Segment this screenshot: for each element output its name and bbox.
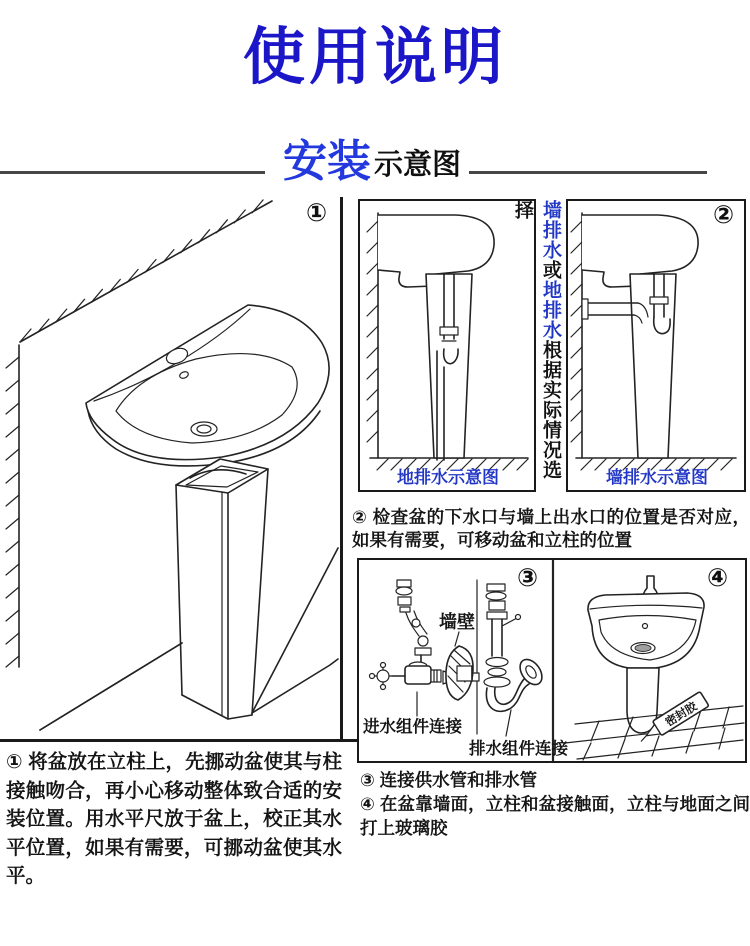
wall-drain-caption: 墙排水示意图: [606, 468, 708, 487]
header-rule-right: [469, 171, 707, 174]
panel34-box: [357, 558, 747, 763]
panel34-drawing: [359, 560, 745, 761]
panel1-marker: ①: [306, 199, 328, 227]
step4-text: ④ 在盆靠墙面，立柱和盆接触面，立柱与地面之间打上玻璃胶: [360, 794, 750, 838]
step2-text: ② 检查盆的下水口与墙上出水口的位置是否对应，如果有需要，可移动盆和立柱的位置: [352, 507, 750, 550]
note-rest: 根据实际情况选择: [512, 200, 561, 480]
header-rule-left: [0, 171, 265, 174]
wall-drain-drawing: [568, 201, 744, 490]
wall-section-drawing: [446, 632, 473, 700]
panel1-basin-pedestal-drawing: [0, 197, 340, 741]
wall-hatching: [571, 221, 582, 442]
floor-drain-drawing: [360, 201, 534, 490]
panel2-marker: ②: [713, 201, 735, 229]
step3-text: ③ 连接供水管和排水管: [360, 770, 538, 790]
step1-text: ① 将盆放在立柱上，先挪动盆使其与柱接触吻合，再小心移动整体致合适的安装位置。用水平尺放于盆上，校正其水平位置，如果有需要，可挪动盆使其水平。: [6, 751, 342, 887]
wall-label: 墙壁: [439, 612, 475, 632]
steps34-text: [360, 768, 750, 840]
section-title-rest: 示意图: [374, 149, 462, 181]
pedestal-column: [176, 459, 268, 719]
column-divider: [340, 197, 343, 741]
note-floor-drain: 地排水: [540, 280, 561, 340]
panel3-marker: ③: [517, 564, 539, 592]
page-title: 使用说明: [242, 23, 507, 92]
section-title-accent: 安装: [283, 137, 371, 186]
inlet-label: 进水组件连接: [363, 718, 462, 736]
pedestal-profile: [426, 274, 472, 458]
note-wall-drain: 墙排水: [540, 200, 561, 260]
section-header: [283, 137, 462, 186]
drain-label: 排水组件连接: [469, 740, 568, 758]
basin-isometric: [86, 305, 329, 466]
wall-hatching: [367, 221, 378, 442]
panel2-wall-drain-box: [566, 199, 746, 492]
panel4-marker: ④: [707, 564, 729, 592]
sealant-label: 密封胶: [663, 700, 700, 730]
panel2-floor-drain-box: [358, 199, 536, 492]
note-or: 或: [540, 260, 561, 280]
drain-choice-note: [512, 200, 564, 492]
drain-assembly-drawing: [484, 584, 546, 736]
floor-drain-caption: 地排水示意图: [397, 468, 499, 487]
wall-hatching-left: [6, 357, 19, 667]
